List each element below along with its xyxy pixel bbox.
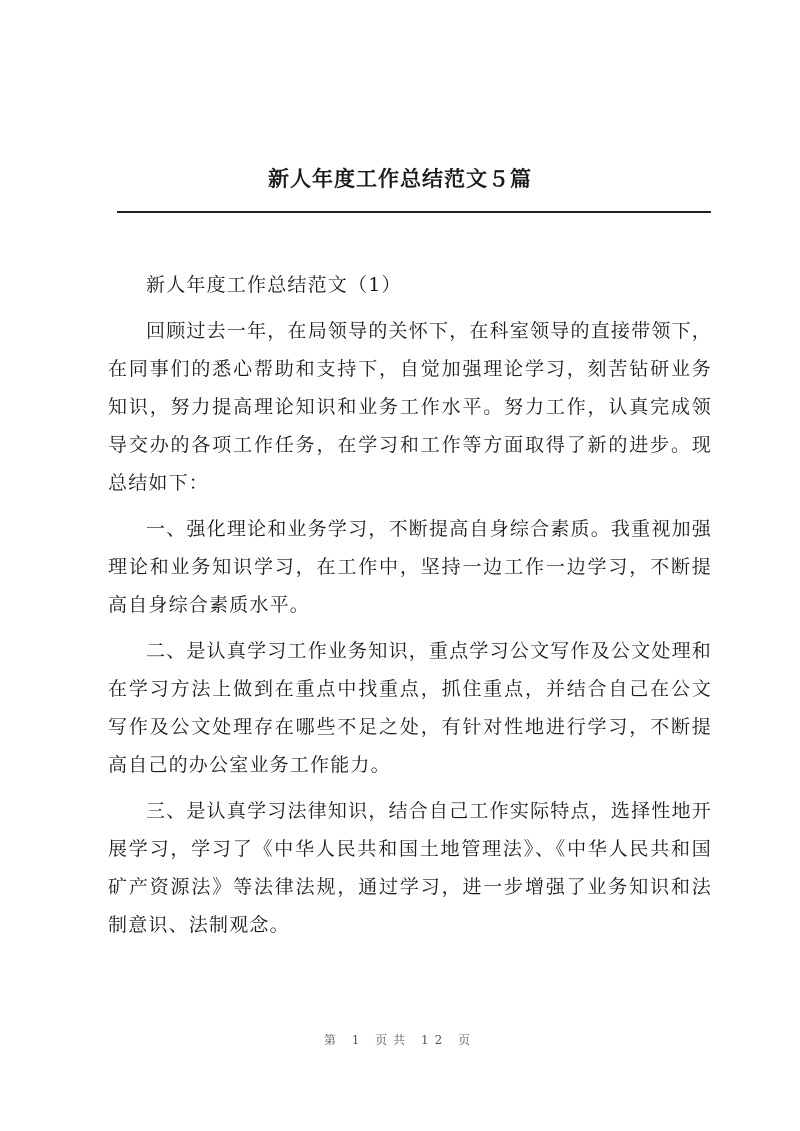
section-heading: 新人年度工作总结范文（1）: [146, 274, 402, 296]
paragraph-point-2: 二、是认真学习工作业务知识，重点学习公文写作及公文处理和在学习方法上做到在重点中找重点，抓住重点，并结合自己在公文写作及公文处理存在哪些不足之处，有针对性地进行学习，不断提高自己的办公室业务工作能力。: [108, 640, 712, 776]
paragraph-point-1: 一、强化理论和业务学习，不断提高自身综合素质。我重视加强理论和业务知识学习，在工作中，坚持一边工作一边学习，不断提高自身综合素质水平。: [108, 518, 712, 616]
document-body: [108, 266, 712, 952]
footer-prefix: 第: [323, 1033, 342, 1047]
footer-total-pages: 12: [421, 1033, 449, 1047]
footer-middle: 页共: [375, 1033, 412, 1047]
page-footer: [0, 1031, 800, 1048]
paragraph-intro: 回顾过去一年，在局领导的关怀下，在科室领导的直接带领下，在同事们的悉心帮助和支持下，自觉加强理论学习，刻苦钻研业务知识，努力提高理论知识和业务工作水平。努力工作，认真完成领导交办的各项工作任务，在学习和工作等方面取得了新的进步。现总结如下：: [108, 320, 712, 494]
footer-page-number: 1: [351, 1033, 366, 1047]
footer-suffix: 页: [458, 1033, 477, 1047]
document-title: 新人年度工作总结范文５篇: [268, 166, 532, 191]
paragraph-point-3: 三、是认真学习法律知识，结合自己工作实际特点，选择性地开展学习，学习了《中华人民共和国土地管理法》、《中华人民共和国矿产资源法》等法律法规，通过学习，进一步增强了业务知识和法制意识、法制观念。: [108, 800, 712, 936]
title-divider: [117, 211, 711, 213]
